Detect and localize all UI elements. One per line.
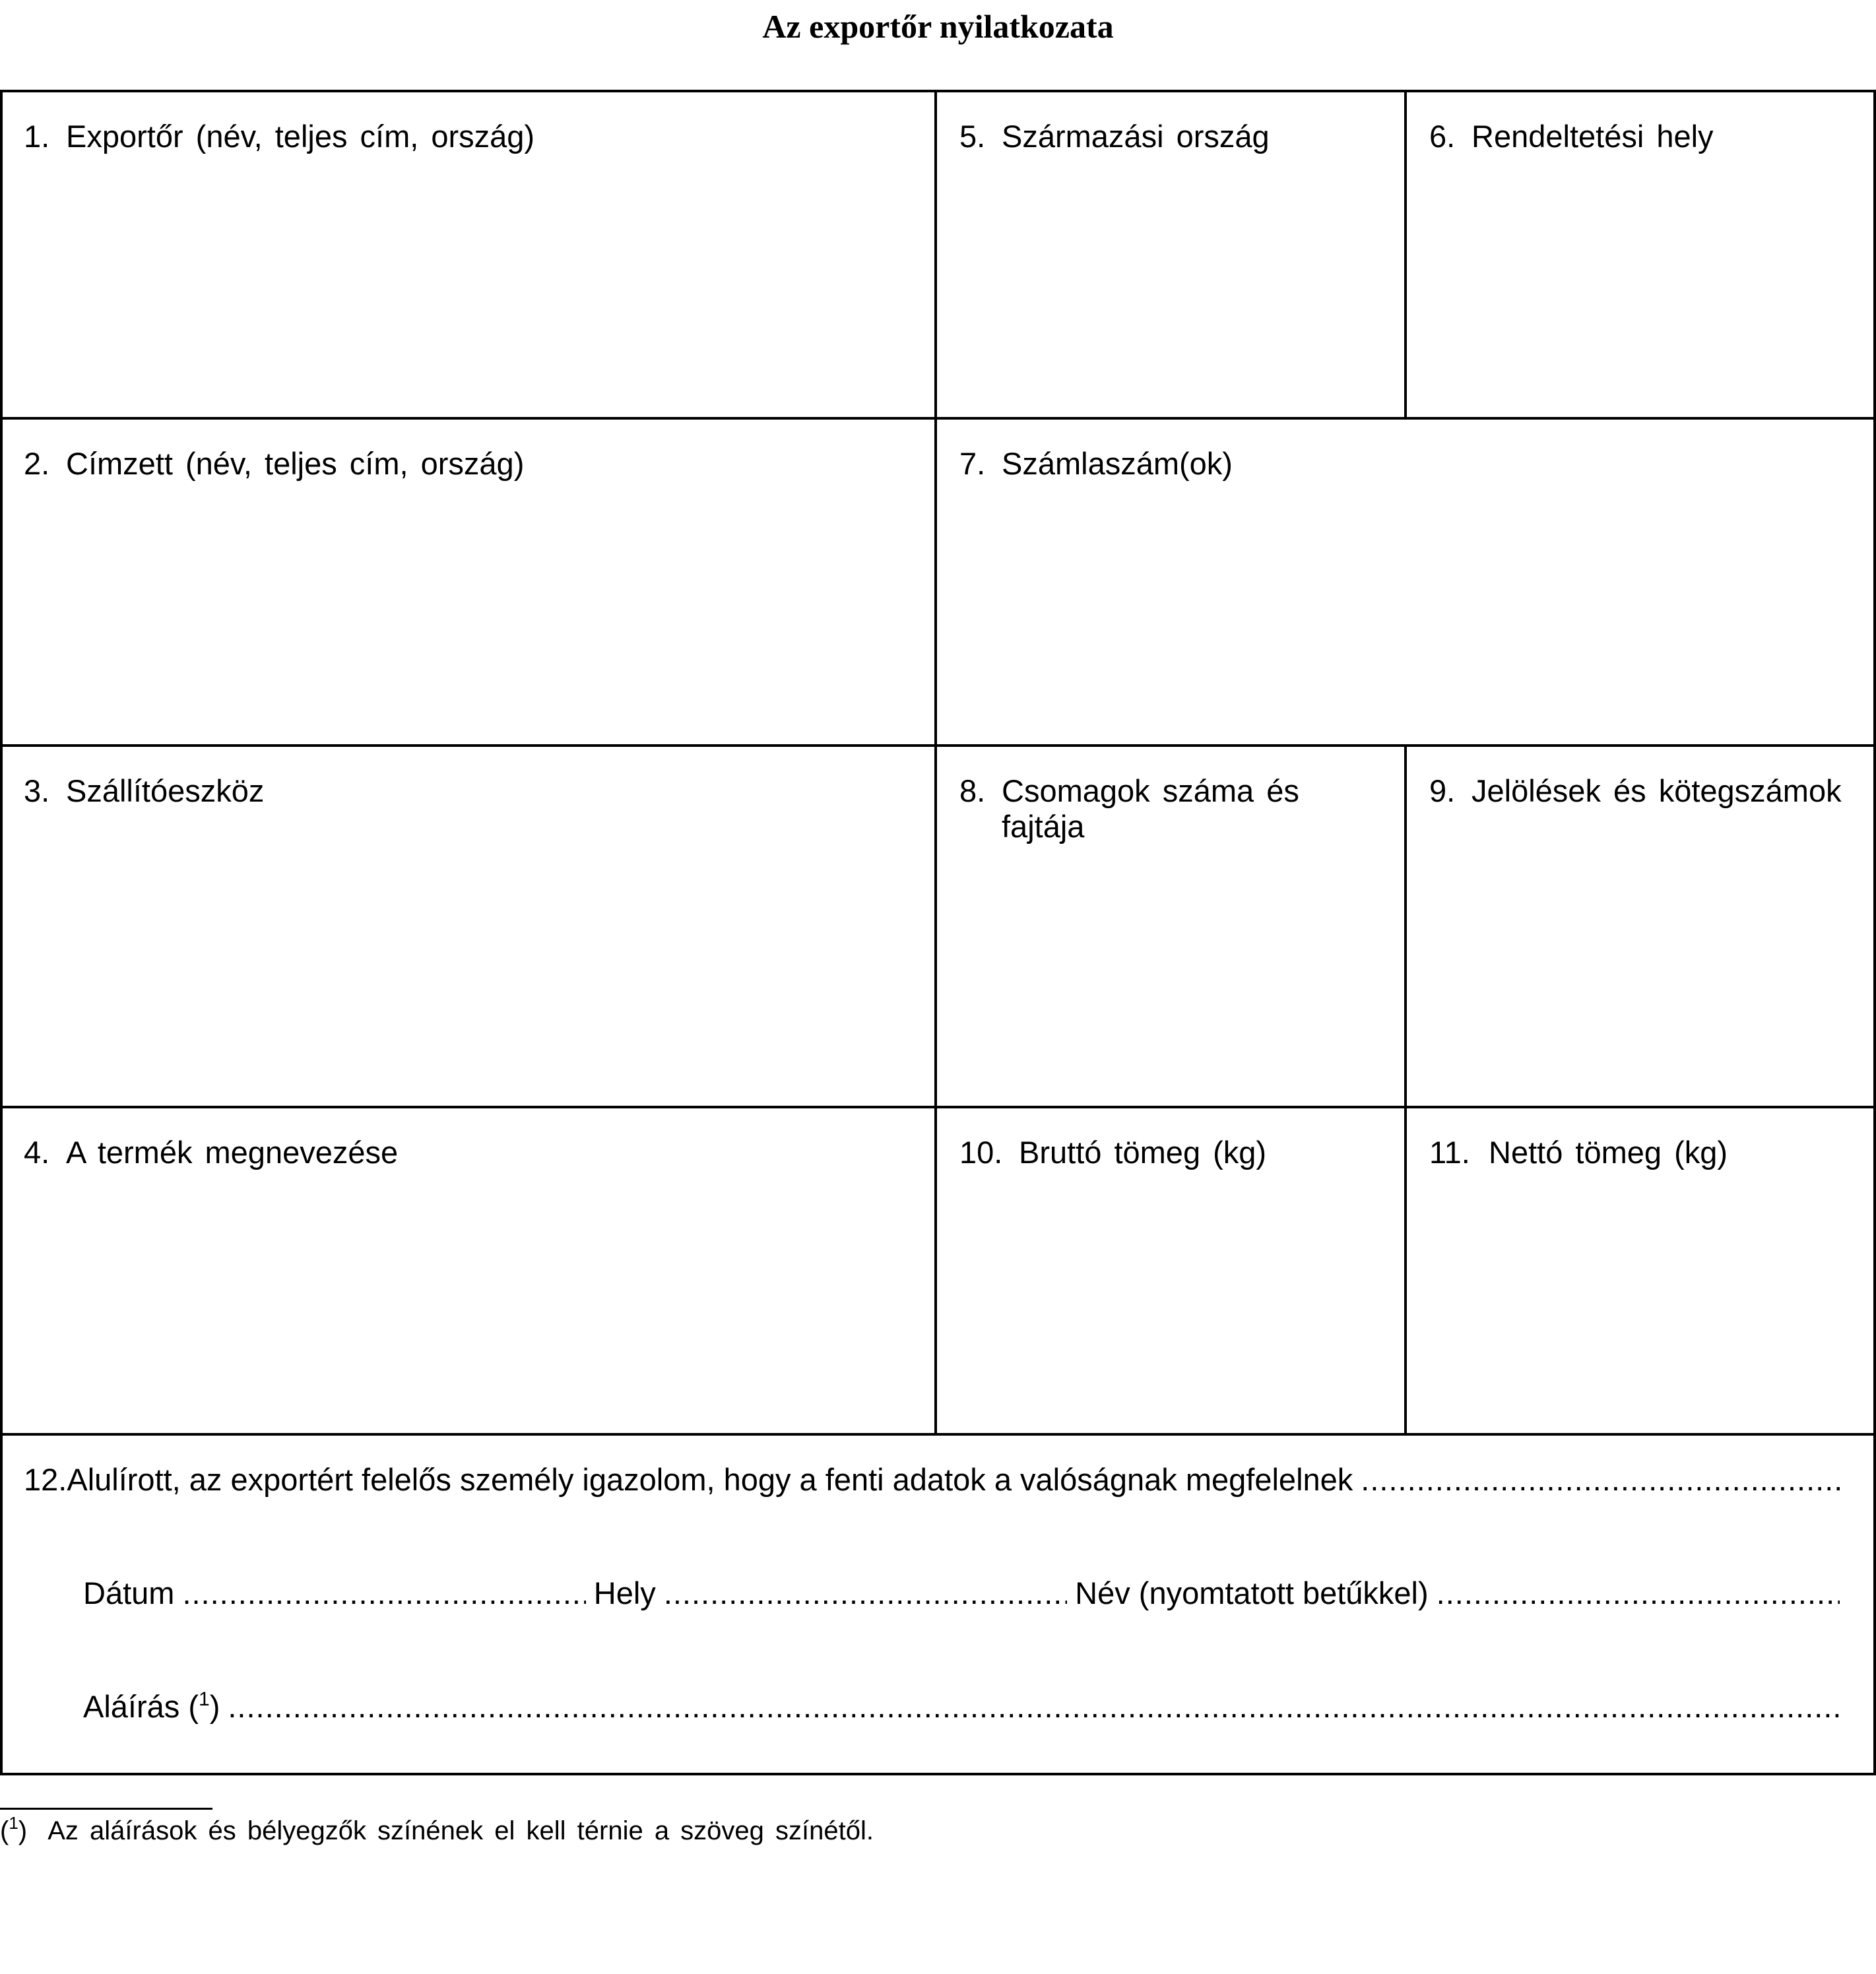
declaration-dotted-line[interactable] bbox=[1361, 1462, 1840, 1498]
row-divider-2 bbox=[0, 744, 1876, 747]
date-field[interactable] bbox=[182, 1576, 585, 1611]
field-label: Jelölések és kötegszámok bbox=[1472, 773, 1842, 808]
field-country-of-origin[interactable] bbox=[959, 119, 1388, 154]
form-border-left bbox=[0, 90, 3, 1775]
row-divider-1 bbox=[0, 417, 1876, 420]
date-label: Dátum bbox=[83, 1576, 175, 1610]
declaration-statement bbox=[24, 1462, 1848, 1498]
footnote-marker: 1 bbox=[9, 1813, 18, 1833]
declaration-form bbox=[0, 90, 1876, 1775]
field-number: 12. bbox=[24, 1462, 67, 1497]
form-border-bottom bbox=[0, 1773, 1876, 1775]
signature-field[interactable] bbox=[228, 1689, 1840, 1725]
date-place-name-line bbox=[83, 1576, 1848, 1611]
field-label: A termék megnevezése bbox=[66, 1135, 399, 1170]
field-means-of-transport[interactable] bbox=[24, 773, 921, 809]
footnote-close: ) bbox=[18, 1816, 28, 1845]
field-number: 7. bbox=[959, 446, 986, 481]
field-label: Bruttó tömeg (kg) bbox=[1019, 1135, 1267, 1170]
declaration-text: Alulírott, az exportért felelős személy igazolom, hogy a fenti adatok a valóságnak megfelelnek bbox=[67, 1462, 1353, 1497]
row-divider-4 bbox=[0, 1433, 1876, 1436]
field-number: 1. bbox=[24, 119, 50, 154]
field-invoice-numbers[interactable] bbox=[959, 446, 1857, 482]
field-exporter[interactable] bbox=[24, 119, 921, 154]
field-number: 9. bbox=[1429, 773, 1456, 808]
field-label: Címzett (név, teljes cím, ország) bbox=[66, 446, 525, 481]
form-border-right bbox=[1873, 90, 1876, 1775]
signature-label-close: ) bbox=[209, 1689, 220, 1724]
field-label: Nettó tömeg (kg) bbox=[1489, 1135, 1728, 1170]
field-product-description[interactable] bbox=[24, 1135, 921, 1170]
footnote-separator bbox=[0, 1808, 212, 1810]
field-consignee[interactable] bbox=[24, 446, 921, 482]
field-number: 11. bbox=[1429, 1135, 1470, 1170]
field-number: 10. bbox=[959, 1135, 1003, 1170]
name-label: Név (nyomtatott betűkkel) bbox=[1075, 1576, 1429, 1610]
signature-label-text: Aláírás ( bbox=[83, 1689, 199, 1724]
field-label: Rendeltetési hely bbox=[1472, 119, 1714, 154]
footnote-ref: 1 bbox=[199, 1688, 210, 1710]
column-divider-2a bbox=[1404, 90, 1407, 420]
column-divider-2b bbox=[1404, 744, 1407, 1436]
form-border-top bbox=[0, 90, 1876, 92]
field-packages[interactable] bbox=[959, 773, 1329, 844]
field-label: Exportőr (név, teljes cím, ország) bbox=[66, 119, 535, 154]
footnote-text: Az aláírások és bélyegzők színének el kell térnie a szöveg színétől. bbox=[48, 1816, 874, 1845]
field-number: 5. bbox=[959, 119, 986, 154]
field-number: 2. bbox=[24, 446, 50, 481]
field-label: Szállítóeszköz bbox=[66, 773, 265, 808]
field-number: 4. bbox=[24, 1135, 50, 1170]
field-marks-and-numbers[interactable] bbox=[1429, 773, 1871, 809]
form-title: Az exportőr nyilatkozata bbox=[762, 8, 1114, 45]
name-field[interactable] bbox=[1437, 1576, 1840, 1611]
field-destination[interactable] bbox=[1429, 119, 1865, 154]
field-number: 6. bbox=[1429, 119, 1456, 154]
signature-line bbox=[83, 1689, 1848, 1725]
signature-label bbox=[83, 1689, 220, 1725]
place-field[interactable] bbox=[664, 1576, 1067, 1611]
column-divider-1 bbox=[934, 90, 937, 1436]
place-label: Hely bbox=[593, 1576, 656, 1610]
field-number: 8. bbox=[959, 773, 986, 808]
field-label: Származási ország bbox=[1002, 119, 1270, 154]
row-divider-3 bbox=[0, 1106, 1876, 1108]
footnote-open: ( bbox=[0, 1816, 9, 1845]
field-label: Csomagok száma és fajtája bbox=[1002, 773, 1299, 844]
field-net-weight[interactable] bbox=[1429, 1135, 1865, 1170]
field-gross-weight[interactable] bbox=[959, 1135, 1388, 1170]
footnote bbox=[0, 1813, 874, 1849]
field-label: Számlaszám(ok) bbox=[1002, 446, 1233, 481]
field-number: 3. bbox=[24, 773, 50, 808]
